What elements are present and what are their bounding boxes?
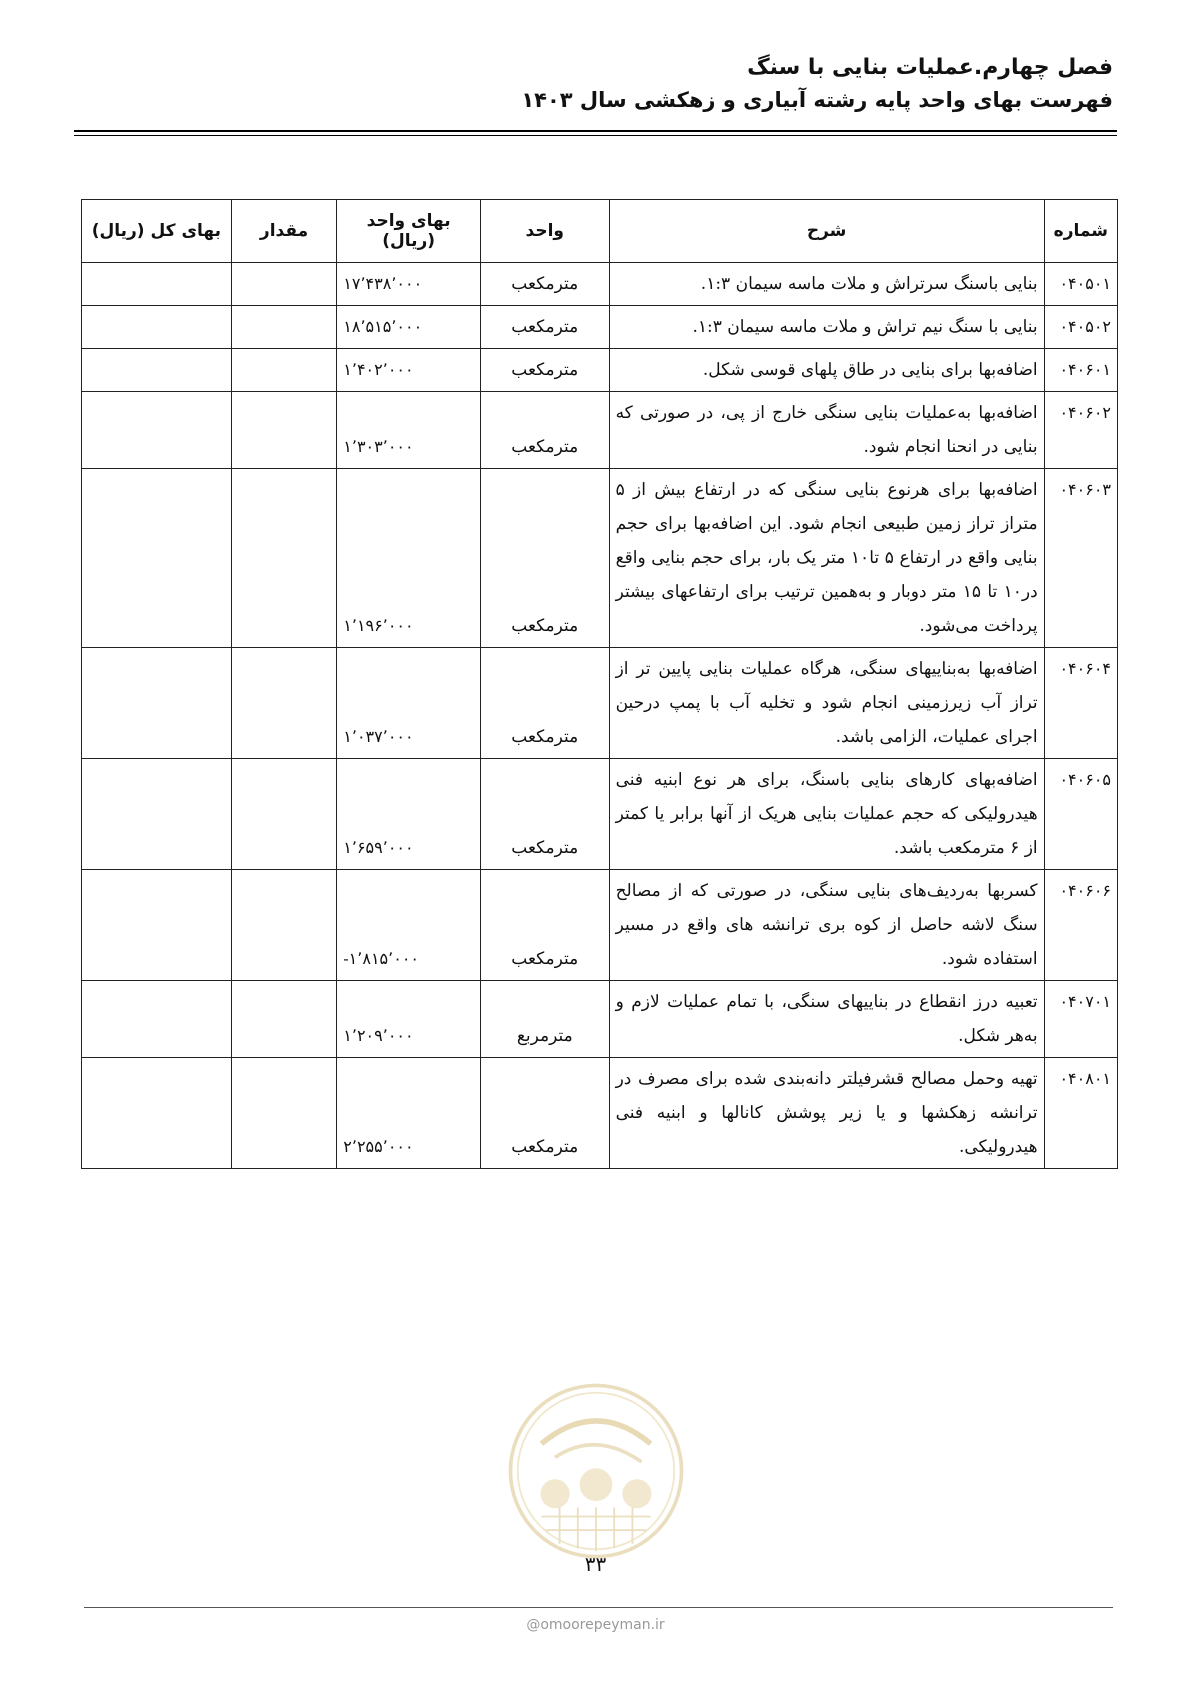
item-description: تهیه وحمل مصالح قشرفیلتر دانه‌بندی شده برای مصرف در ترانشه زهکشها و یا زیر پوشش کانالها و ابنیه فنی هیدرولیکی. — [609, 1058, 1044, 1169]
item-total — [82, 263, 232, 306]
item-unit-price: ۱٬۰۳۷٬۰۰۰ — [337, 648, 481, 759]
item-unit: مترمکعب — [480, 392, 609, 469]
item-unit: مترمکعب — [480, 1058, 609, 1169]
page-number: ۳۳ — [584, 1552, 607, 1576]
table-row — [82, 469, 1118, 648]
table-row — [82, 263, 1118, 306]
website-link[interactable]: @omoorepeyman.ir — [526, 1617, 665, 1633]
item-quantity — [231, 981, 337, 1058]
item-description: کسربها به‌ردیف‌های بنایی سنگی، در صورتی که از مصالح سنگ لاشه حاصل از کوه بری ترانشه های واقع در مسیر استفاده شود. — [609, 870, 1044, 981]
item-description: تعبیه درز انقطاع در بناییهای سنگی، با تمام عملیات لازم و به‌هر شکل. — [609, 981, 1044, 1058]
col-header-total: بهای کل (ریال) — [82, 200, 232, 263]
item-code: ۰۴۰۶۰۶ — [1044, 870, 1117, 981]
item-unit-price: ۱٬۱۹۶٬۰۰۰ — [337, 469, 481, 648]
header-rule — [74, 130, 1117, 132]
item-code: ۰۴۰۵۰۲ — [1044, 306, 1117, 349]
item-quantity — [231, 469, 337, 648]
item-quantity — [231, 392, 337, 469]
page-header — [78, 52, 1113, 116]
item-total — [82, 306, 232, 349]
item-code: ۰۴۰۶۰۱ — [1044, 349, 1117, 392]
item-description: اضافه‌بهای کارهای بنایی باسنگ، برای هر نوع ابنیه فنی هیدرولیکی که حجم عملیات بنایی هریک از آنها برابر یا کمتر از ۶ مترمکعب باشد. — [609, 759, 1044, 870]
item-description: اضافه‌بها به‌عملیات بنایی سنگی خارج از پی، در صورتی که بنایی در انحنا انجام شود. — [609, 392, 1044, 469]
table-row — [82, 870, 1118, 981]
item-description: بنایی باسنگ سرتراش و ملات ماسه سیمان ۱:۳. — [609, 263, 1044, 306]
price-list-table — [81, 199, 1118, 1169]
table-row — [82, 648, 1118, 759]
item-unit: مترمربع — [480, 981, 609, 1058]
item-unit-price: ۲٬۲۵۵٬۰۰۰ — [337, 1058, 481, 1169]
item-code: ۰۴۰۶۰۵ — [1044, 759, 1117, 870]
item-unit-price: ۱٬۳۰۳٬۰۰۰ — [337, 392, 481, 469]
item-description: اضافه‌بها برای هرنوع بنایی سنگی که در ارتفاع بیش از ۵ متراز تراز زمین طبیعی انجام شود. این اضافه‌بها برای حجم بنایی واقع در ارتفاع ۵ تا۱۰ متر یک بار، برای حجم بنایی واقع در۱۰ تا ۱۵ متر دوبار و به‌همین ترتیب برای ارتفاعهای بیشتر پرداخت می‌شود. — [609, 469, 1044, 648]
item-code: ۰۴۰۸۰۱ — [1044, 1058, 1117, 1169]
item-total — [82, 469, 232, 648]
item-quantity — [231, 1058, 337, 1169]
chapter-title: فصل چهارم.عملیات بنایی با سنگ — [747, 55, 1113, 80]
item-total — [82, 648, 232, 759]
item-unit-price: ۱۷٬۴۳۸٬۰۰۰ — [337, 263, 481, 306]
item-unit-price: -۱٬۸۱۵٬۰۰۰ — [337, 870, 481, 981]
item-code: ۰۴۰۶۰۲ — [1044, 392, 1117, 469]
col-header-unit-price: بهای واحد (ریال) — [337, 200, 481, 263]
item-unit: مترمکعب — [480, 469, 609, 648]
item-total — [82, 349, 232, 392]
item-quantity — [231, 349, 337, 392]
item-code: ۰۴۰۷۰۱ — [1044, 981, 1117, 1058]
item-total — [82, 1058, 232, 1169]
item-code: ۰۴۰۶۰۴ — [1044, 648, 1117, 759]
item-unit-price: ۱٬۴۰۲٬۰۰۰ — [337, 349, 481, 392]
item-quantity — [231, 648, 337, 759]
table-row — [82, 759, 1118, 870]
footer-rule — [84, 1607, 1113, 1608]
item-code: ۰۴۰۶۰۳ — [1044, 469, 1117, 648]
table-row — [82, 981, 1118, 1058]
table-row — [82, 349, 1118, 392]
document-subtitle: فهرست بهای واحد پایه رشته آبیاری و زهکشی سال ۱۴۰۳ — [521, 88, 1113, 112]
col-header-desc: شرح — [609, 200, 1044, 263]
item-quantity — [231, 759, 337, 870]
item-total — [82, 759, 232, 870]
watermark-seal-icon — [505, 1380, 687, 1562]
item-quantity — [231, 306, 337, 349]
item-description: بنایی با سنگ نیم تراش و ملات ماسه سیمان ۱:۳. — [609, 306, 1044, 349]
col-header-unit: واحد — [480, 200, 609, 263]
col-header-code: شماره — [1044, 200, 1117, 263]
item-unit: مترمکعب — [480, 870, 609, 981]
item-quantity — [231, 263, 337, 306]
item-unit: مترمکعب — [480, 648, 609, 759]
table-header-row — [82, 200, 1118, 263]
item-total — [82, 981, 232, 1058]
item-unit: مترمکعب — [480, 306, 609, 349]
item-description: اضافه‌بها برای بنایی در طاق پلهای قوسی شکل. — [609, 349, 1044, 392]
item-code: ۰۴۰۵۰۱ — [1044, 263, 1117, 306]
item-quantity — [231, 870, 337, 981]
item-unit: مترمکعب — [480, 349, 609, 392]
item-total — [82, 392, 232, 469]
header-rule-thin — [74, 135, 1117, 136]
table-row — [82, 392, 1118, 469]
table-row — [82, 1058, 1118, 1169]
col-header-qty: مقدار — [231, 200, 337, 263]
item-total — [82, 870, 232, 981]
item-unit: مترمکعب — [480, 263, 609, 306]
item-unit: مترمکعب — [480, 759, 609, 870]
table-row — [82, 306, 1118, 349]
item-description: اضافه‌بها به‌بناییهای سنگی، هرگاه عملیات بنایی پایین تر از تراز آب زیرزمینی انجام شود و تخلیه آب با پمپ درحین اجرای عملیات، الزامی باشد. — [609, 648, 1044, 759]
item-unit-price: ۱۸٬۵۱۵٬۰۰۰ — [337, 306, 481, 349]
item-unit-price: ۱٬۶۵۹٬۰۰۰ — [337, 759, 481, 870]
item-unit-price: ۱٬۲۰۹٬۰۰۰ — [337, 981, 481, 1058]
